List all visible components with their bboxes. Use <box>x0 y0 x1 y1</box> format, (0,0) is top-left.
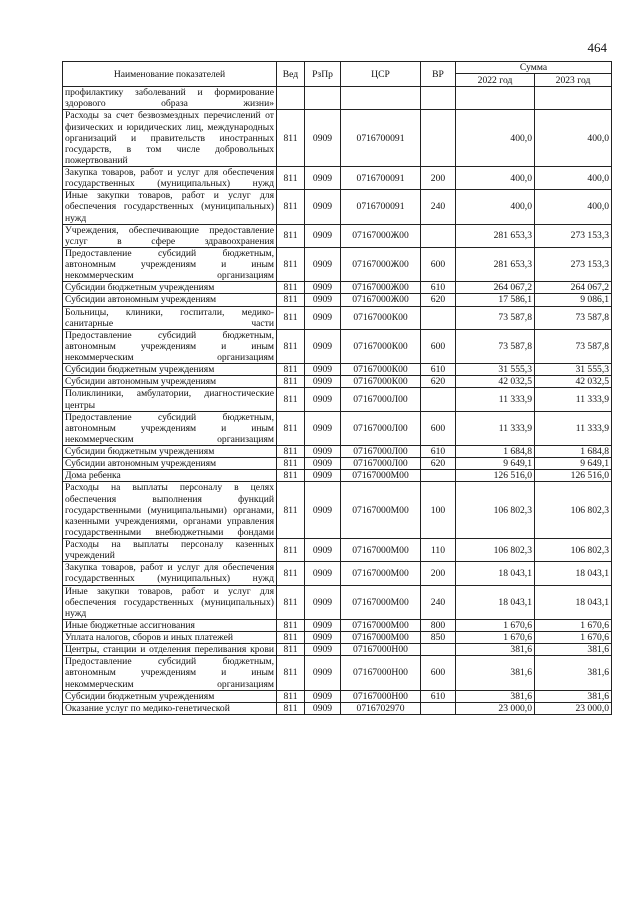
row-csr: 07167000Ж00 <box>341 224 421 247</box>
row-ved: 811 <box>277 306 305 329</box>
row-name: Субсидии автономным учреждениям <box>63 458 277 470</box>
row-rzpr: 0909 <box>305 167 341 190</box>
table-row <box>63 470 612 482</box>
row-csr: 07167000К00 <box>341 364 421 376</box>
row-csr: 07167000Л00 <box>341 446 421 458</box>
row-name: Предоставление субсидий бюджетным, автономным учреждениям и иным некоммерческим организациям <box>63 411 277 445</box>
row-vr: 800 <box>421 619 456 631</box>
table-row <box>63 644 612 656</box>
row-ved: 811 <box>277 282 305 294</box>
row-vr <box>421 306 456 329</box>
row-rzpr: 0909 <box>305 632 341 644</box>
row-rzpr: 0909 <box>305 656 341 690</box>
row-ved: 811 <box>277 585 305 619</box>
row-sum-2022: 1 684,8 <box>456 446 535 458</box>
row-ved: 811 <box>277 702 305 714</box>
row-sum-2022: 73 587,8 <box>456 306 535 329</box>
row-name: Предоставление субсидий бюджетным, автономным учреждениям и иным некоммерческим организациям <box>63 329 277 363</box>
row-ved: 811 <box>277 411 305 445</box>
table-row <box>63 656 612 690</box>
row-vr: 610 <box>421 282 456 294</box>
row-ved: 811 <box>277 364 305 376</box>
row-vr <box>421 388 456 411</box>
row-sum-2022 <box>456 87 535 110</box>
table-row <box>63 619 612 631</box>
row-csr: 07167000К00 <box>341 376 421 388</box>
row-name: Иные закупки товаров, работ и услуг для обеспечения государственных (муниципальных) нужд <box>63 585 277 619</box>
row-csr: 07167000Н00 <box>341 656 421 690</box>
row-name: Расходы за счет безвозмездных перечислений от физических и юридических лиц, международных организаций и правительств иностранных государств, в том числе добровольных пожертвований <box>63 110 277 167</box>
row-name: Закупка товаров, работ и услуг для обеспечения государственных (муниципальных) нужд <box>63 562 277 585</box>
row-vr <box>421 644 456 656</box>
row-sum-2022: 400,0 <box>456 167 535 190</box>
table-row <box>63 110 612 167</box>
row-sum-2022: 400,0 <box>456 110 535 167</box>
row-vr: 610 <box>421 690 456 702</box>
row-rzpr: 0909 <box>305 364 341 376</box>
budget-table <box>62 61 612 715</box>
row-vr: 110 <box>421 539 456 562</box>
row-sum-2023 <box>535 87 612 110</box>
row-csr: 07167000М00 <box>341 482 421 539</box>
row-sum-2023: 381,6 <box>535 690 612 702</box>
row-name: Субсидии бюджетным учреждениям <box>63 690 277 702</box>
row-sum-2023: 400,0 <box>535 110 612 167</box>
row-rzpr: 0909 <box>305 247 341 281</box>
row-csr: 07167000К00 <box>341 306 421 329</box>
row-ved: 811 <box>277 388 305 411</box>
row-ved: 811 <box>277 190 305 224</box>
row-ved: 811 <box>277 224 305 247</box>
row-sum-2022: 18 043,1 <box>456 562 535 585</box>
row-vr: 610 <box>421 364 456 376</box>
row-sum-2023: 1 670,6 <box>535 632 612 644</box>
row-name: Закупка товаров, работ и услуг для обеспечения государственных (муниципальных) нужд <box>63 167 277 190</box>
row-csr <box>341 87 421 110</box>
row-rzpr: 0909 <box>305 539 341 562</box>
row-vr <box>421 470 456 482</box>
row-name: Расходы на выплаты персоналу в целях обеспечения выполнения функций государственными (муниципальными) органами, казенными учреждениями, органами управления государственными внебюджетными фондами <box>63 482 277 539</box>
row-csr: 07167000Ж00 <box>341 294 421 306</box>
table-row <box>63 87 612 110</box>
row-name: Учреждения, обеспечивающие предоставление услуг в сфере здравоохранения <box>63 224 277 247</box>
row-ved <box>277 87 305 110</box>
row-rzpr: 0909 <box>305 306 341 329</box>
row-vr: 100 <box>421 482 456 539</box>
row-rzpr: 0909 <box>305 619 341 631</box>
row-sum-2022: 106 802,3 <box>456 482 535 539</box>
row-rzpr: 0909 <box>305 446 341 458</box>
row-name: Иные бюджетные ассигнования <box>63 619 277 631</box>
row-sum-2023: 264 067,2 <box>535 282 612 294</box>
row-sum-2023: 273 153,3 <box>535 247 612 281</box>
row-name: Предоставление субсидий бюджетным, автономным учреждениям и иным некоммерческим организациям <box>63 656 277 690</box>
row-csr: 07167000М00 <box>341 539 421 562</box>
row-sum-2023: 42 032,5 <box>535 376 612 388</box>
row-sum-2022: 11 333,9 <box>456 411 535 445</box>
row-csr: 07167000Н00 <box>341 690 421 702</box>
row-sum-2023: 400,0 <box>535 167 612 190</box>
row-rzpr: 0909 <box>305 294 341 306</box>
row-ved: 811 <box>277 619 305 631</box>
row-rzpr: 0909 <box>305 690 341 702</box>
row-vr: 600 <box>421 247 456 281</box>
row-ved: 811 <box>277 539 305 562</box>
row-vr: 610 <box>421 446 456 458</box>
row-csr: 07167000Л00 <box>341 458 421 470</box>
table-row <box>63 690 612 702</box>
header-vr: ВР <box>421 62 456 87</box>
row-vr: 200 <box>421 562 456 585</box>
header-rzpr: РзПр <box>305 62 341 87</box>
row-vr: 600 <box>421 411 456 445</box>
row-sum-2022: 381,6 <box>456 644 535 656</box>
table-row <box>63 294 612 306</box>
table-row <box>63 411 612 445</box>
table-row <box>63 364 612 376</box>
row-name: Субсидии бюджетным учреждениям <box>63 282 277 294</box>
row-ved: 811 <box>277 446 305 458</box>
row-sum-2023: 9 649,1 <box>535 458 612 470</box>
row-sum-2023: 381,6 <box>535 644 612 656</box>
table-row <box>63 282 612 294</box>
row-ved: 811 <box>277 110 305 167</box>
row-csr: 07167000М00 <box>341 585 421 619</box>
row-sum-2023: 106 802,3 <box>535 539 612 562</box>
row-sum-2022: 126 516,0 <box>456 470 535 482</box>
header-name: Наименование показателей <box>63 62 277 87</box>
row-sum-2022: 1 670,6 <box>456 632 535 644</box>
row-sum-2023: 31 555,3 <box>535 364 612 376</box>
row-sum-2023: 73 587,8 <box>535 306 612 329</box>
row-csr: 0716702970 <box>341 702 421 714</box>
table-row <box>63 329 612 363</box>
row-ved: 811 <box>277 562 305 585</box>
header-csr: ЦСР <box>341 62 421 87</box>
table-row <box>63 585 612 619</box>
row-sum-2023: 11 333,9 <box>535 411 612 445</box>
row-sum-2022: 281 653,3 <box>456 224 535 247</box>
row-rzpr: 0909 <box>305 329 341 363</box>
row-vr: 850 <box>421 632 456 644</box>
row-name: Расходы на выплаты персоналу казенных учреждений <box>63 539 277 562</box>
row-sum-2022: 18 043,1 <box>456 585 535 619</box>
row-csr: 07167000Н00 <box>341 644 421 656</box>
table-row <box>63 482 612 539</box>
row-ved: 811 <box>277 656 305 690</box>
table-row <box>63 376 612 388</box>
row-sum-2022: 381,6 <box>456 690 535 702</box>
table-row <box>63 539 612 562</box>
row-csr: 07167000М00 <box>341 619 421 631</box>
row-sum-2023: 126 516,0 <box>535 470 612 482</box>
row-rzpr: 0909 <box>305 644 341 656</box>
row-csr: 0716700091 <box>341 110 421 167</box>
row-ved: 811 <box>277 470 305 482</box>
table-row <box>63 632 612 644</box>
row-vr: 600 <box>421 329 456 363</box>
row-vr: 200 <box>421 167 456 190</box>
row-rzpr: 0909 <box>305 585 341 619</box>
row-csr: 07167000М00 <box>341 562 421 585</box>
row-sum-2023: 9 086,1 <box>535 294 612 306</box>
row-vr <box>421 87 456 110</box>
row-sum-2022: 106 802,3 <box>456 539 535 562</box>
row-name: Оказание услуг по медико-генетической <box>63 702 277 714</box>
row-sum-2022: 381,6 <box>456 656 535 690</box>
row-sum-2023: 106 802,3 <box>535 482 612 539</box>
row-ved: 811 <box>277 482 305 539</box>
row-vr: 240 <box>421 585 456 619</box>
row-rzpr: 0909 <box>305 282 341 294</box>
header-year-2023: 2023 год <box>535 74 612 87</box>
row-ved: 811 <box>277 167 305 190</box>
row-ved: 811 <box>277 247 305 281</box>
row-sum-2023: 1 684,8 <box>535 446 612 458</box>
table-row <box>63 247 612 281</box>
row-name: Дома ребенка <box>63 470 277 482</box>
row-sum-2022: 264 067,2 <box>456 282 535 294</box>
row-sum-2023: 1 670,6 <box>535 619 612 631</box>
row-vr: 620 <box>421 294 456 306</box>
row-csr: 07167000К00 <box>341 329 421 363</box>
row-sum-2022: 73 587,8 <box>456 329 535 363</box>
table-row <box>63 388 612 411</box>
row-name: Иные закупки товаров, работ и услуг для обеспечения государственных (муниципальных) нужд <box>63 190 277 224</box>
row-ved: 811 <box>277 376 305 388</box>
row-ved: 811 <box>277 458 305 470</box>
row-csr: 0716700091 <box>341 190 421 224</box>
table-row <box>63 458 612 470</box>
page-number: 464 <box>587 40 607 55</box>
row-csr: 07167000М00 <box>341 470 421 482</box>
row-vr <box>421 702 456 714</box>
row-rzpr: 0909 <box>305 190 341 224</box>
row-sum-2023: 23 000,0 <box>535 702 612 714</box>
row-vr: 620 <box>421 376 456 388</box>
row-vr: 620 <box>421 458 456 470</box>
row-sum-2023: 18 043,1 <box>535 562 612 585</box>
header-sum: Сумма <box>456 62 612 74</box>
row-ved: 811 <box>277 644 305 656</box>
row-sum-2023: 381,6 <box>535 656 612 690</box>
row-name: Субсидии автономным учреждениям <box>63 294 277 306</box>
row-csr: 0716700091 <box>341 167 421 190</box>
row-sum-2022: 1 670,6 <box>456 619 535 631</box>
row-sum-2023: 73 587,8 <box>535 329 612 363</box>
table-row <box>63 446 612 458</box>
row-name: Предоставление субсидий бюджетным, автономным учреждениям и иным некоммерческим организациям <box>63 247 277 281</box>
row-sum-2022: 400,0 <box>456 190 535 224</box>
row-sum-2022: 17 586,1 <box>456 294 535 306</box>
row-name: Субсидии автономным учреждениям <box>63 376 277 388</box>
row-name: профилактику заболеваний и формирование здорового образа жизни» <box>63 87 277 110</box>
row-sum-2022: 11 333,9 <box>456 388 535 411</box>
row-csr: 07167000М00 <box>341 632 421 644</box>
row-sum-2023: 18 043,1 <box>535 585 612 619</box>
row-sum-2022: 23 000,0 <box>456 702 535 714</box>
row-sum-2023: 11 333,9 <box>535 388 612 411</box>
row-ved: 811 <box>277 294 305 306</box>
row-sum-2022: 281 653,3 <box>456 247 535 281</box>
header-ved: Вед <box>277 62 305 87</box>
row-ved: 811 <box>277 632 305 644</box>
row-name: Субсидии бюджетным учреждениям <box>63 446 277 458</box>
row-rzpr: 0909 <box>305 411 341 445</box>
row-sum-2022: 31 555,3 <box>456 364 535 376</box>
row-rzpr: 0909 <box>305 458 341 470</box>
row-vr: 600 <box>421 656 456 690</box>
table-row <box>63 702 612 714</box>
header-year-2022: 2022 год <box>456 74 535 87</box>
row-sum-2022: 9 649,1 <box>456 458 535 470</box>
row-name: Поликлиники, амбулатории, диагностические центры <box>63 388 277 411</box>
row-csr: 07167000Л00 <box>341 411 421 445</box>
table-row <box>63 224 612 247</box>
row-rzpr: 0909 <box>305 562 341 585</box>
row-sum-2023: 400,0 <box>535 190 612 224</box>
row-csr: 07167000Ж00 <box>341 282 421 294</box>
row-vr: 240 <box>421 190 456 224</box>
row-sum-2022: 42 032,5 <box>456 376 535 388</box>
table-row <box>63 306 612 329</box>
row-name: Больницы, клиники, госпитали, медико-санитарные части <box>63 306 277 329</box>
table-row <box>63 562 612 585</box>
row-vr <box>421 110 456 167</box>
row-rzpr <box>305 87 341 110</box>
row-rzpr: 0909 <box>305 470 341 482</box>
row-vr <box>421 224 456 247</box>
row-rzpr: 0909 <box>305 376 341 388</box>
row-rzpr: 0909 <box>305 388 341 411</box>
row-name: Центры, станции и отделения переливания крови <box>63 644 277 656</box>
row-rzpr: 0909 <box>305 110 341 167</box>
row-sum-2023: 273 153,3 <box>535 224 612 247</box>
row-ved: 811 <box>277 690 305 702</box>
row-rzpr: 0909 <box>305 702 341 714</box>
table-row <box>63 167 612 190</box>
row-name: Субсидии бюджетным учреждениям <box>63 364 277 376</box>
row-name: Уплата налогов, сборов и иных платежей <box>63 632 277 644</box>
row-rzpr: 0909 <box>305 224 341 247</box>
row-rzpr: 0909 <box>305 482 341 539</box>
row-csr: 07167000Л00 <box>341 388 421 411</box>
row-csr: 07167000Ж00 <box>341 247 421 281</box>
table-row <box>63 190 612 224</box>
row-ved: 811 <box>277 329 305 363</box>
